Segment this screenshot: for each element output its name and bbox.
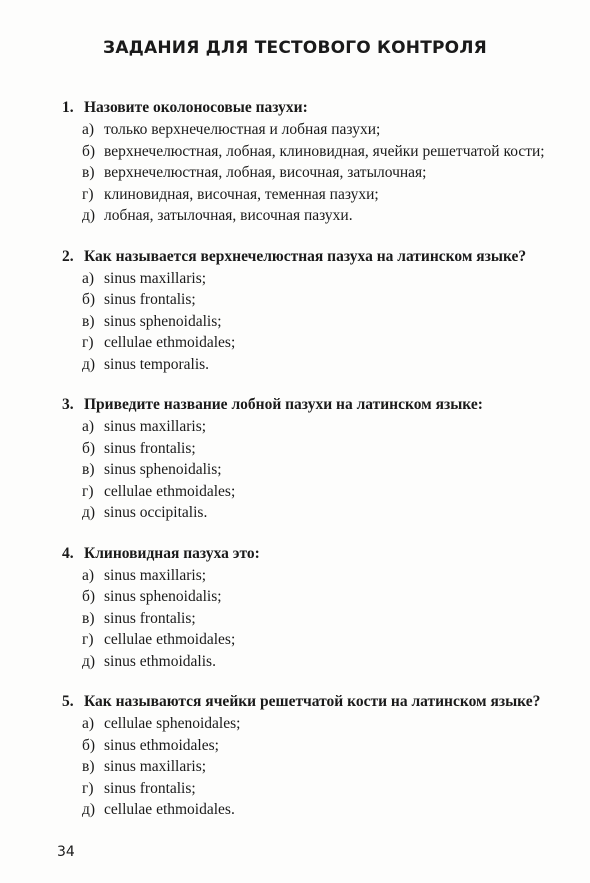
option-text: sinus ethmoidales; (104, 736, 219, 754)
answer-option (82, 459, 582, 481)
option-text: sinus temporalis. (104, 355, 210, 373)
option-text: верхнечелюстная, лобная, височная, затылочная; (104, 164, 427, 181)
option-letter: в) (82, 164, 95, 181)
option-text: sinus maxillaris; (104, 566, 207, 584)
option-letter: д) (82, 801, 96, 818)
question-text: Приведите название лобной пазухи на латинском языке: (84, 396, 483, 413)
question-2 (62, 246, 582, 376)
option-letter: б) (82, 588, 96, 605)
option-text: только верхнечелюстная и лобная пазухи; (104, 121, 381, 138)
question-heading (62, 543, 582, 565)
option-text: sinus sphenoidalis; (104, 312, 222, 330)
option-letter: в) (82, 461, 95, 478)
option-text: sinus sphenoidalis; (104, 588, 222, 605)
option-letter: в) (82, 758, 95, 775)
question-heading (62, 394, 582, 416)
answer-option (82, 713, 582, 735)
question-number: 1. (62, 99, 74, 116)
answer-option (82, 778, 582, 800)
option-letter: в) (82, 312, 95, 330)
answer-option (82, 141, 582, 163)
question-heading (62, 691, 582, 713)
question-number: 5. (62, 693, 74, 710)
option-letter: г) (82, 185, 94, 203)
option-text: sinus frontalis; (104, 609, 196, 627)
question-number: 3. (62, 396, 74, 413)
option-letter: г) (82, 779, 94, 797)
answer-option (82, 354, 582, 376)
option-letter: в) (82, 609, 95, 627)
option-text: sinus maxillaris; (104, 758, 207, 775)
page-title: ЗАДАНИЯ ДЛЯ ТЕСТОВОГО КОНТРОЛЯ (103, 38, 487, 58)
answer-options (82, 416, 582, 524)
option-letter: д) (82, 652, 96, 670)
answer-options (82, 268, 582, 376)
option-letter: а) (82, 418, 95, 435)
option-text: sinus maxillaris; (104, 418, 207, 435)
page-number: 34 (57, 844, 75, 860)
question-text: Как называется верхнечелюстная пазуха на латинском языке? (84, 247, 527, 265)
answer-option (82, 416, 582, 438)
question-number: 2. (62, 247, 74, 265)
option-text: sinus frontalis; (104, 439, 196, 457)
answer-option (82, 438, 582, 460)
question-text: Клиновидная пазуха это: (84, 544, 260, 562)
option-letter: б) (82, 439, 96, 457)
question-heading (62, 246, 582, 268)
answer-options (82, 713, 582, 821)
question-heading (62, 97, 582, 119)
option-letter: д) (82, 504, 96, 521)
option-letter: г) (82, 334, 94, 351)
answer-option (82, 735, 582, 757)
answer-options (82, 119, 582, 227)
answer-option (82, 119, 582, 141)
answer-option (82, 629, 582, 651)
option-letter: а) (82, 715, 95, 732)
option-text: sinus ethmoidalis. (104, 652, 216, 670)
question-text: Назовите околоносовые пазухи: (84, 99, 308, 116)
questions-list (62, 97, 582, 840)
answer-option (82, 565, 582, 587)
option-text: sinus frontalis; (104, 779, 196, 797)
option-letter: а) (82, 566, 95, 584)
answer-option (82, 289, 582, 311)
answer-option (82, 332, 582, 354)
question-3 (62, 394, 582, 524)
option-letter: г) (82, 631, 94, 648)
answer-option (82, 268, 582, 290)
option-letter: б) (82, 291, 96, 308)
option-letter: д) (82, 355, 96, 373)
answer-options (82, 565, 582, 673)
answer-option (82, 799, 582, 821)
answer-option (82, 651, 582, 673)
answer-option (82, 502, 582, 524)
option-text: cellulae ethmoidales; (104, 631, 236, 648)
option-text: sinus sphenoidalis; (104, 461, 222, 478)
option-text: sinus frontalis; (104, 291, 196, 308)
option-letter: г) (82, 482, 94, 500)
option-text: клиновидная, височная, теменная пазухи; (104, 185, 379, 203)
option-letter: б) (82, 142, 96, 160)
question-1 (62, 97, 582, 227)
option-text: cellulae ethmoidales; (104, 482, 236, 500)
option-text: cellulae sphenoidales; (104, 715, 241, 732)
option-text: верхнечелюстная, лобная, клиновидная, ячейки решетчатой кости; (104, 142, 545, 160)
option-letter: б) (82, 736, 96, 754)
option-text: sinus maxillaris; (104, 269, 207, 287)
answer-option (82, 481, 582, 503)
option-letter: д) (82, 207, 96, 224)
option-text: cellulae ethmoidales. (104, 801, 235, 818)
answer-option (82, 586, 582, 608)
answer-option (82, 184, 582, 206)
question-5 (62, 691, 582, 821)
answer-option (82, 162, 582, 184)
option-letter: а) (82, 269, 95, 287)
answer-option (82, 311, 582, 333)
answer-option (82, 608, 582, 630)
question-number: 4. (62, 544, 74, 562)
option-letter: а) (82, 121, 95, 138)
question-4 (62, 543, 582, 673)
option-text: лобная, затылочная, височная пазухи. (104, 207, 353, 224)
option-text: sinus occipitalis. (104, 504, 208, 521)
option-text: cellulae ethmoidales; (104, 334, 236, 351)
question-text: Как называются ячейки решетчатой кости на латинском языке? (84, 693, 541, 710)
answer-option (82, 205, 582, 227)
answer-option (82, 756, 582, 778)
